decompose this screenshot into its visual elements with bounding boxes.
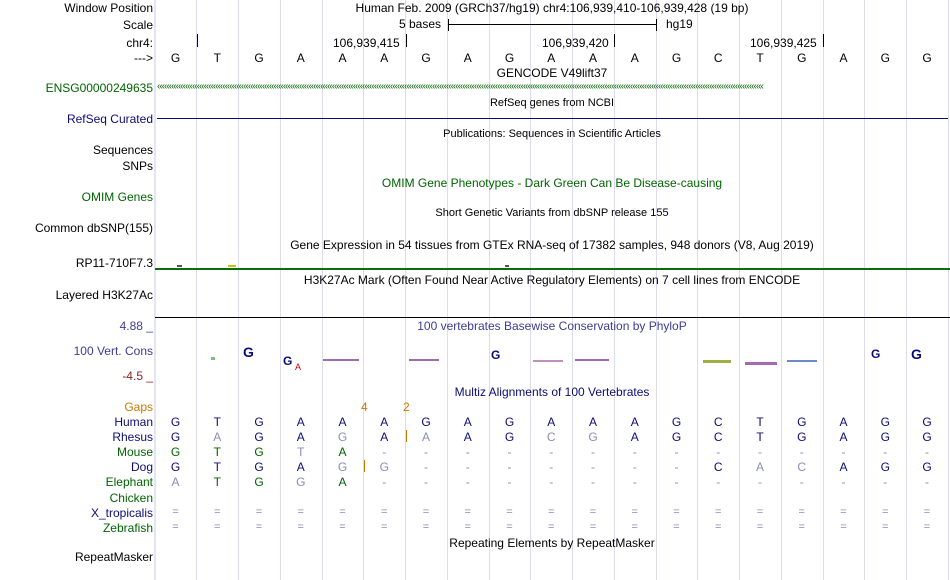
- alignment-base: G: [421, 415, 431, 429]
- gtex-bar: [177, 265, 182, 267]
- window-position-label: Window Position: [64, 1, 153, 15]
- reference-base: A: [547, 51, 556, 65]
- alignment-base: -: [883, 445, 888, 459]
- alignment-base: A: [380, 415, 389, 429]
- omim-track-title[interactable]: OMIM Gene Phenotypes - Dark Green Can Be Disease-causing: [381, 176, 723, 190]
- omim-track-label[interactable]: OMIM Genes: [81, 190, 153, 204]
- alignment-base: G: [797, 430, 807, 444]
- alignment-base: T: [756, 430, 764, 444]
- alignment-base: G: [504, 430, 515, 444]
- reference-base: G: [880, 51, 890, 65]
- alignment-base: G: [254, 460, 264, 474]
- alignment-base: G: [254, 445, 264, 459]
- alignment-base: A: [338, 415, 347, 429]
- alignment-base: A: [421, 430, 431, 444]
- alignment-base: =: [589, 521, 597, 533]
- alignment-base: G: [379, 460, 389, 474]
- alignment-base: A: [839, 415, 848, 429]
- h3k27ac-track-label[interactable]: Layered H3K27Ac: [55, 288, 153, 302]
- alignment-base: G: [254, 415, 264, 429]
- alignment-base: =: [798, 521, 805, 533]
- alignment-base: T: [213, 460, 221, 474]
- alignment-base: -: [507, 475, 512, 489]
- alignment-base: =: [548, 521, 555, 533]
- tick-mark: [823, 34, 824, 47]
- alignment-base: =: [297, 521, 304, 533]
- species-label[interactable]: X_tropicalis: [90, 506, 153, 520]
- alignment-base: -: [716, 445, 721, 459]
- alignment-base: =: [798, 506, 805, 518]
- scale-bases-text: 5 bases: [399, 17, 442, 31]
- alignment-base: -: [424, 475, 428, 489]
- alignment-base: -: [674, 475, 679, 489]
- alignment-base: A: [380, 430, 389, 444]
- alignment-base: =: [339, 506, 346, 518]
- alignment-base: A: [338, 475, 347, 489]
- alignment-base: -: [591, 445, 595, 459]
- alignment-base: -: [465, 460, 470, 474]
- alignment-base: A: [296, 430, 305, 444]
- reference-base: G: [421, 51, 431, 65]
- alignment-base: G: [588, 430, 598, 444]
- alignment-base: A: [463, 430, 472, 444]
- reference-base: G: [504, 51, 515, 65]
- alignment-base: =: [756, 506, 764, 518]
- alignment-base: A: [296, 415, 305, 429]
- alignment-base: -: [799, 445, 804, 459]
- reference-base: G: [170, 51, 181, 65]
- alignment-base: =: [464, 521, 471, 533]
- alignment-base: =: [923, 506, 931, 518]
- alignment-base: G: [880, 460, 890, 474]
- alignment-base: G: [170, 430, 181, 444]
- alignment-base: -: [632, 475, 637, 489]
- alignment-base: G: [922, 415, 932, 429]
- insertion-mark: [406, 430, 407, 442]
- dbsnp-track-label[interactable]: Common dbSNP(155): [34, 221, 153, 235]
- reference-base: G: [922, 51, 932, 65]
- alignment-base: -: [424, 445, 428, 459]
- assembly-position-text: Human Feb. 2009 (GRCh37/hg19) chr4:106,939,410-106,939,428 (19 bp): [355, 1, 749, 15]
- alignment-base: A: [171, 475, 180, 489]
- reference-base: A: [296, 51, 305, 65]
- alignment-base: =: [673, 521, 680, 533]
- svg-text:A: A: [295, 362, 302, 370]
- alignment-base: G: [337, 430, 348, 444]
- alignment-base: =: [214, 506, 221, 518]
- gencode-track-label[interactable]: ENSG00000249635: [45, 81, 153, 95]
- gap-count-4: 4: [361, 400, 368, 414]
- alignment-base: =: [673, 506, 680, 518]
- alignment-base: =: [923, 521, 931, 533]
- reference-base: A: [338, 51, 347, 65]
- gencode-track-title[interactable]: GENCODE V49lift37: [496, 66, 608, 80]
- repeatmasker-track-label[interactable]: RepeatMasker: [74, 550, 153, 564]
- alignment-base: =: [172, 521, 179, 533]
- alignment-base: =: [381, 506, 388, 518]
- alignment-base: -: [925, 445, 929, 459]
- gaps-label: Gaps: [124, 400, 153, 414]
- species-label[interactable]: Zebrafish: [102, 521, 153, 535]
- alignment-base: =: [631, 506, 638, 518]
- alignment-base: -: [758, 445, 762, 459]
- alignment-base: -: [883, 475, 888, 489]
- alignment-base: G: [170, 445, 181, 459]
- alignment-base: =: [756, 521, 764, 533]
- alignment-base: T: [213, 475, 221, 489]
- alignment-base: =: [882, 506, 889, 518]
- alignment-base: T: [756, 415, 764, 429]
- phylop-max-label: 4.88 _: [119, 319, 153, 333]
- alignment-base: =: [715, 506, 722, 518]
- alignment-base: A: [839, 460, 848, 474]
- reference-base: A: [630, 51, 639, 65]
- strand-label: --->: [134, 51, 153, 65]
- reference-base: G: [671, 51, 682, 65]
- alignment-base: =: [840, 521, 847, 533]
- reference-base: T: [213, 51, 221, 65]
- snps-track-label[interactable]: SNPs: [122, 159, 153, 173]
- alignment-base: =: [548, 506, 555, 518]
- gtex-track-title[interactable]: Gene Expression in 54 tissues from GTEx RNA-seq of 17382 samples, 948 donors (V8, Aug 2019): [290, 238, 814, 252]
- alignment-base: -: [799, 475, 804, 489]
- alignment-base: A: [588, 415, 598, 429]
- species-label[interactable]: Human: [114, 415, 153, 429]
- insertion-mark: [364, 460, 365, 472]
- alignment-base: -: [465, 475, 470, 489]
- alignment-base: =: [255, 521, 263, 533]
- svg-text:G: G: [911, 346, 922, 362]
- svg-text:G: G: [243, 344, 254, 360]
- phylop-min-label: -4.5 _: [122, 369, 153, 383]
- alignment-base: C: [797, 460, 807, 474]
- h3k27ac-baseline: [155, 317, 950, 318]
- reference-base: A: [380, 51, 389, 65]
- alignment-base: =: [339, 521, 346, 533]
- phylop-track-title[interactable]: 100 vertebrates Basewise Conservation by PhyloP: [417, 319, 687, 333]
- svg-text:G: G: [491, 348, 501, 362]
- alignment-base: =: [715, 521, 722, 533]
- alignment-base: -: [424, 460, 428, 474]
- species-label[interactable]: Mouse: [116, 445, 153, 459]
- alignment-base: =: [297, 506, 304, 518]
- species-label[interactable]: Elephant: [105, 475, 153, 489]
- alignment-base: -: [841, 475, 846, 489]
- phylop-logo: [155, 340, 950, 370]
- alignment-base: =: [381, 521, 388, 533]
- alignment-base: =: [506, 521, 513, 533]
- reference-base: A: [588, 51, 598, 65]
- alignment-base: C: [713, 430, 723, 444]
- alignment-base: C: [713, 460, 723, 474]
- reference-base: A: [839, 51, 848, 65]
- alignment-base: =: [214, 521, 221, 533]
- alignment-base: =: [422, 521, 430, 533]
- alignment-base: =: [882, 521, 889, 533]
- tick-mark: [197, 34, 198, 47]
- alignment-base: G: [504, 415, 515, 429]
- gtex-bar: [505, 265, 509, 267]
- alignment-base: G: [170, 460, 181, 474]
- alignment-base: -: [549, 445, 554, 459]
- alignment-base: T: [213, 415, 221, 429]
- alignment-base: -: [507, 445, 512, 459]
- alignment-base: -: [591, 475, 595, 489]
- refseq-gene-feature[interactable]: [157, 118, 948, 119]
- alignment-base: =: [589, 506, 597, 518]
- alignment-base: G: [922, 460, 932, 474]
- alignment-base: G: [880, 430, 890, 444]
- alignment-base: T: [297, 445, 305, 459]
- alignment-base: -: [591, 460, 595, 474]
- gencode-gene-feature[interactable]: ‹‹‹‹‹‹‹‹‹‹‹‹‹‹‹‹‹‹‹‹‹‹‹‹‹‹‹‹‹‹‹‹‹‹‹‹‹‹‹‹‹‹‹‹‹‹‹‹‹‹‹‹‹‹‹‹‹‹‹‹‹‹‹‹‹‹‹‹‹‹‹‹‹‹‹‹‹‹‹‹‹‹‹‹‹‹‹‹‹‹‹‹‹‹‹‹‹‹‹‹‹‹‹‹‹‹‹‹‹‹‹‹‹‹‹‹‹‹‹‹‹‹‹‹‹‹‹‹‹‹‹‹‹‹‹‹‹‹‹‹‹‹‹‹‹‹‹‹‹‹‹‹‹‹‹‹‹‹‹‹‹‹‹‹‹‹‹‹‹‹‹‹‹‹‹‹‹‹‹‹‹‹‹‹‹‹‹‹‹‹‹‹‹‹‹‹‹‹‹‹‹‹‹‹‹‹‹‹‹‹‹‹‹‹‹‹‹‹‹‹‹‹‹‹‹‹‹‹‹‹‹‹‹‹‹‹‹‹‹‹‹‹‹‹‹‹‹‹‹‹‹‹‹‹‹‹‹‹‹‹: [157, 82, 763, 92]
- publications-track-label[interactable]: Sequences: [92, 143, 153, 157]
- alignment-base: -: [674, 445, 679, 459]
- alignment-base: -: [925, 475, 929, 489]
- alignment-base: G: [671, 415, 682, 429]
- alignment-base: A: [338, 445, 347, 459]
- reference-base: G: [797, 51, 807, 65]
- svg-text:G: G: [871, 347, 881, 361]
- alignment-base: A: [630, 430, 639, 444]
- dbsnp-track-title[interactable]: Short Genetic Variants from dbSNP release 155: [435, 207, 669, 219]
- alignment-base: -: [758, 475, 762, 489]
- alignment-base: -: [382, 475, 387, 489]
- tick-mark: [614, 34, 615, 47]
- alignment-base: -: [382, 445, 387, 459]
- refseq-track-label[interactable]: RefSeq Curated: [66, 112, 153, 126]
- alignment-base: G: [254, 430, 264, 444]
- tick-label-1: 106,939,415: [333, 36, 400, 50]
- reference-base: T: [756, 51, 764, 65]
- alignment-base: A: [463, 415, 472, 429]
- alignment-base: G: [797, 415, 807, 429]
- alignment-base: T: [213, 445, 221, 459]
- alignment-base: A: [296, 460, 305, 474]
- alignment-base: G: [296, 475, 306, 489]
- species-label[interactable]: Rhesus: [112, 430, 153, 444]
- alignment-base: -: [716, 475, 721, 489]
- scale-label: Scale: [122, 18, 153, 32]
- chrom-label: chr4:: [126, 36, 153, 50]
- alignment-base: A: [755, 460, 765, 474]
- tick-label-2: 106,939,420: [542, 36, 609, 50]
- reference-base: C: [713, 51, 723, 65]
- alignment-base: G: [671, 430, 682, 444]
- svg-text:G: G: [283, 354, 293, 368]
- multiz-track-title[interactable]: Multiz Alignments of 100 Vertebrates: [454, 385, 650, 399]
- gtex-track-label[interactable]: RP11-710F7.3: [75, 256, 153, 270]
- alignment-base: =: [172, 506, 179, 518]
- alignment-base: =: [464, 506, 471, 518]
- alignment-base: C: [713, 415, 723, 429]
- alignment-base: =: [631, 521, 638, 533]
- alignment-base: A: [213, 430, 222, 444]
- alignment-base: -: [632, 460, 637, 474]
- alignment-base: G: [922, 430, 932, 444]
- repeatmasker-track-title[interactable]: Repeating Elements by RepeatMasker: [449, 536, 655, 550]
- gtex-bar: [228, 265, 236, 267]
- h3k27ac-track-title[interactable]: H3K27Ac Mark (Often Found Near Active Regulatory Elements) on 7 cell lines from ENCODE: [303, 273, 801, 287]
- reference-base: A: [463, 51, 472, 65]
- alignment-base: =: [255, 506, 263, 518]
- alignment-base: A: [547, 415, 556, 429]
- alignment-base: =: [422, 506, 430, 518]
- tick-label-3: 106,939,425: [750, 36, 817, 50]
- alignment-base: G: [254, 475, 264, 489]
- scale-bar: [449, 24, 656, 25]
- reference-base: G: [254, 51, 264, 65]
- alignment-base: G: [880, 415, 890, 429]
- scale-assembly-text: hg19: [666, 17, 693, 31]
- gtex-baseline: [155, 268, 950, 270]
- alignment-base: -: [465, 445, 470, 459]
- species-label[interactable]: Chicken: [109, 491, 153, 505]
- alignment-base: -: [841, 445, 846, 459]
- phylop-track-label[interactable]: 100 Vert. Cons: [73, 344, 153, 358]
- alignment-base: -: [674, 460, 679, 474]
- alignment-base: -: [632, 445, 637, 459]
- species-label[interactable]: Dog: [130, 460, 153, 474]
- alignment-base: G: [170, 415, 181, 429]
- gap-count-2: 2: [403, 400, 410, 414]
- alignment-base: A: [839, 430, 848, 444]
- alignment-base: -: [549, 475, 554, 489]
- alignment-base: C: [546, 430, 556, 444]
- alignment-base: -: [549, 460, 554, 474]
- publications-track-title[interactable]: Publications: Sequences in Scientific Articles: [443, 128, 661, 140]
- tick-mark: [406, 34, 407, 47]
- alignment-base: =: [840, 506, 847, 518]
- alignment-base: A: [630, 415, 639, 429]
- refseq-track-title[interactable]: RefSeq genes from NCBI: [489, 97, 615, 109]
- alignment-base: =: [506, 506, 513, 518]
- alignment-base: G: [337, 460, 348, 474]
- alignment-base: -: [507, 460, 512, 474]
